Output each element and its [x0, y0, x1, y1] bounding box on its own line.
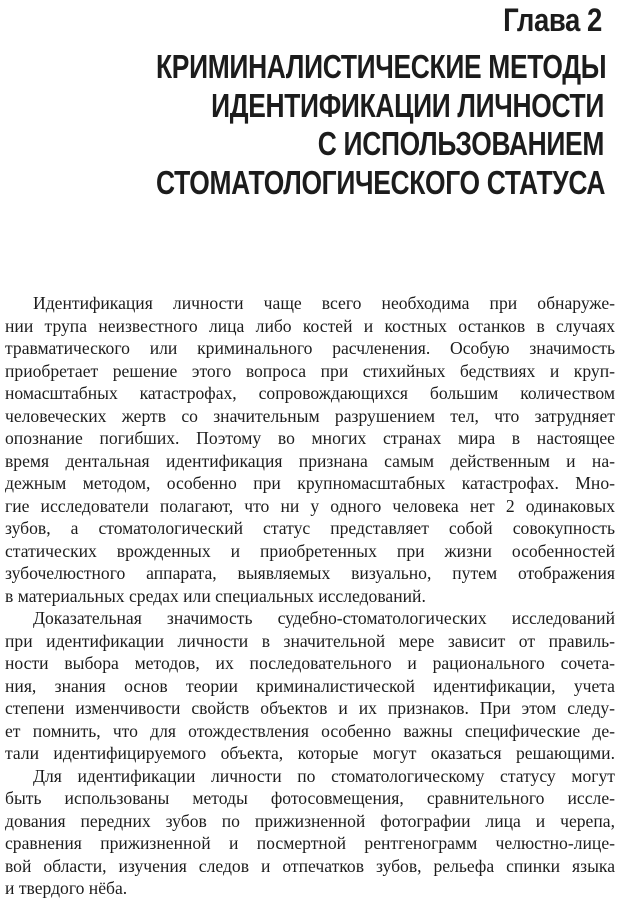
- chapter-title-line: КРИМИНАЛИСТИЧЕСКИЕ МЕТОДЫ: [156, 48, 607, 85]
- chapter-title-line: ИДЕНТИФИКАЦИИ ЛИЧНОСТИ: [211, 86, 604, 124]
- text-line: время дентальная идентификация признана самым действенным и на-: [5, 450, 615, 471]
- body-text: [5, 292, 615, 900]
- text-line: человеческих жертв со значительным разрушением тел, что затрудняет: [5, 405, 615, 426]
- chapter-title-line: С ИСПОЛЬЗОВАНИЕМ: [317, 125, 604, 162]
- text-line: сравнения прижизненной и посмертной рентгенограмм челюстно-лице-: [5, 833, 615, 853]
- text-line: приобретает решение этого вопроса при стихийных бедствиях и круп-: [5, 360, 615, 381]
- text-line: Идентификация личности чаще всего необходима при обнаруже-: [33, 293, 615, 313]
- text-line: зубов, а стоматологический статус представляет собой совокупность: [5, 518, 615, 538]
- text-line: при идентификации личности в значительной мере зависит от правиль-: [5, 630, 615, 651]
- text-line: дования передних зубов по прижизненной фотографии лица и черепа,: [5, 810, 615, 831]
- chapter-title-line: СТОМАТОЛОГИЧЕСКОГО СТАТУСА: [156, 163, 606, 201]
- text-line: Для идентификации личности по стоматологическому статусу могут: [33, 765, 615, 786]
- text-line: Доказательная значимость судебно-стоматологических исследований: [33, 608, 615, 628]
- text-line: и твердого нёба.: [5, 878, 128, 898]
- text-line: зубочелюстного аппарата, выявляемых визуально, путем отображения: [5, 563, 615, 583]
- text-line: дежным методом, особенно при крупномасштабных катастрофах. Мно-: [5, 473, 615, 493]
- text-line: в материальных средах или специальных исследований.: [5, 585, 426, 606]
- text-line: травматического или криминального расчленения. Особую значимость: [5, 338, 615, 358]
- text-line: степени изменчивости свойств объектов и их признаков. При этом следу-: [5, 698, 615, 718]
- text-line: быть использованы методы фотосовмещения, сравнительного иссле-: [5, 788, 615, 808]
- text-line: ния, знания основ теории криминалистической идентификации, учета: [5, 675, 615, 696]
- text-line: опознание погибших. Поэтому во многих странах мира в настоящее: [5, 428, 615, 448]
- text-line: гие исследователи полагают, что ни у одного человека нет 2 одинаковых: [5, 495, 615, 516]
- chapter-title: [44, 48, 607, 202]
- text-line: номасштабных катастрофах, сопровождающихся большим количеством: [5, 383, 615, 403]
- text-line: вой области, изучения следов и отпечатков зубов, рельефа спинки языка: [5, 855, 615, 876]
- text-line: тали идентифицируемого объекта, которые могут оказаться решающими.: [5, 743, 615, 763]
- text-line: ности выбора методов, их последовательного и рационального сочета-: [5, 653, 615, 673]
- chapter-label: Глава 2: [503, 2, 602, 38]
- text-line: статических врожденных и приобретенных при жизни особенностей: [5, 540, 615, 561]
- text-line: нии трупа неизвестного лица либо костей и костных останков в случаях: [5, 315, 615, 336]
- text-line: ет помнить, что для отождествления особенно важны специфические де-: [5, 720, 615, 741]
